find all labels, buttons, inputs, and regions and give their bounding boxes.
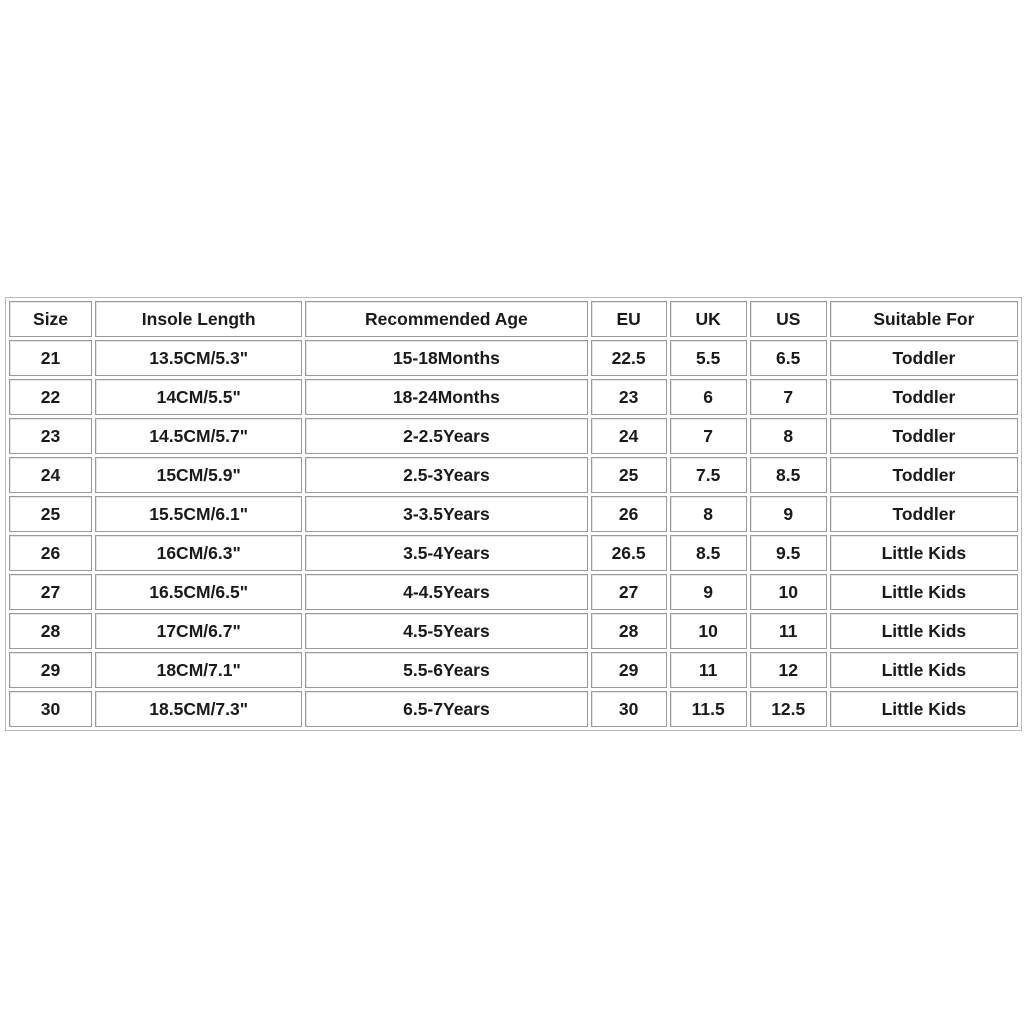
table-row bbox=[9, 613, 1018, 649]
cell-us: 10 bbox=[750, 574, 827, 610]
cell-us: 8 bbox=[750, 418, 827, 454]
cell-recommended-age: 3-3.5Years bbox=[305, 496, 587, 532]
cell-recommended-age: 15-18Months bbox=[305, 340, 587, 376]
cell-eu: 25 bbox=[591, 457, 667, 493]
table-row bbox=[9, 379, 1018, 415]
cell-insole-length: 13.5CM/5.3" bbox=[95, 340, 302, 376]
cell-insole-length: 16.5CM/6.5" bbox=[95, 574, 302, 610]
cell-suitable-for: Little Kids bbox=[830, 535, 1018, 571]
header-size: Size bbox=[9, 301, 92, 337]
cell-insole-length: 15.5CM/6.1" bbox=[95, 496, 302, 532]
cell-eu: 23 bbox=[591, 379, 667, 415]
cell-insole-length: 18CM/7.1" bbox=[95, 652, 302, 688]
cell-uk: 8.5 bbox=[670, 535, 747, 571]
header-uk: UK bbox=[670, 301, 747, 337]
cell-suitable-for: Little Kids bbox=[830, 652, 1018, 688]
table-row bbox=[9, 340, 1018, 376]
cell-recommended-age: 2.5-3Years bbox=[305, 457, 587, 493]
cell-size: 23 bbox=[9, 418, 92, 454]
header-eu: EU bbox=[591, 301, 667, 337]
cell-size: 29 bbox=[9, 652, 92, 688]
cell-suitable-for: Little Kids bbox=[830, 613, 1018, 649]
header-insole-length: Insole Length bbox=[95, 301, 302, 337]
table-row bbox=[9, 574, 1018, 610]
cell-size: 26 bbox=[9, 535, 92, 571]
cell-suitable-for: Little Kids bbox=[830, 691, 1018, 727]
table-row bbox=[9, 418, 1018, 454]
header-suitable-for: Suitable For bbox=[830, 301, 1018, 337]
cell-size: 24 bbox=[9, 457, 92, 493]
table-row bbox=[9, 652, 1018, 688]
cell-uk: 5.5 bbox=[670, 340, 747, 376]
cell-size: 21 bbox=[9, 340, 92, 376]
table-row bbox=[9, 496, 1018, 532]
cell-insole-length: 16CM/6.3" bbox=[95, 535, 302, 571]
cell-eu: 24 bbox=[591, 418, 667, 454]
cell-eu: 26.5 bbox=[591, 535, 667, 571]
cell-us: 12 bbox=[750, 652, 827, 688]
cell-suitable-for: Little Kids bbox=[830, 574, 1018, 610]
cell-recommended-age: 5.5-6Years bbox=[305, 652, 587, 688]
cell-uk: 11 bbox=[670, 652, 747, 688]
cell-suitable-for: Toddler bbox=[830, 496, 1018, 532]
cell-size: 30 bbox=[9, 691, 92, 727]
cell-uk: 6 bbox=[670, 379, 747, 415]
cell-eu: 26 bbox=[591, 496, 667, 532]
cell-size: 22 bbox=[9, 379, 92, 415]
cell-insole-length: 14.5CM/5.7" bbox=[95, 418, 302, 454]
cell-us: 9 bbox=[750, 496, 827, 532]
cell-eu: 22.5 bbox=[591, 340, 667, 376]
size-chart-table bbox=[5, 297, 1022, 731]
cell-uk: 7 bbox=[670, 418, 747, 454]
cell-suitable-for: Toddler bbox=[830, 418, 1018, 454]
cell-insole-length: 14CM/5.5" bbox=[95, 379, 302, 415]
header-row bbox=[9, 301, 1018, 337]
cell-size: 28 bbox=[9, 613, 92, 649]
cell-insole-length: 17CM/6.7" bbox=[95, 613, 302, 649]
cell-recommended-age: 6.5-7Years bbox=[305, 691, 587, 727]
cell-insole-length: 15CM/5.9" bbox=[95, 457, 302, 493]
cell-suitable-for: Toddler bbox=[830, 457, 1018, 493]
cell-uk: 7.5 bbox=[670, 457, 747, 493]
header-us: US bbox=[750, 301, 827, 337]
cell-uk: 8 bbox=[670, 496, 747, 532]
cell-suitable-for: Toddler bbox=[830, 340, 1018, 376]
cell-eu: 28 bbox=[591, 613, 667, 649]
cell-us: 7 bbox=[750, 379, 827, 415]
cell-size: 27 bbox=[9, 574, 92, 610]
cell-insole-length: 18.5CM/7.3" bbox=[95, 691, 302, 727]
cell-recommended-age: 3.5-4Years bbox=[305, 535, 587, 571]
cell-eu: 29 bbox=[591, 652, 667, 688]
cell-uk: 9 bbox=[670, 574, 747, 610]
cell-recommended-age: 4.5-5Years bbox=[305, 613, 587, 649]
cell-us: 12.5 bbox=[750, 691, 827, 727]
table-row bbox=[9, 535, 1018, 571]
header-recommended-age: Recommended Age bbox=[305, 301, 587, 337]
cell-size: 25 bbox=[9, 496, 92, 532]
cell-us: 9.5 bbox=[750, 535, 827, 571]
cell-recommended-age: 2-2.5Years bbox=[305, 418, 587, 454]
table-row bbox=[9, 457, 1018, 493]
cell-us: 6.5 bbox=[750, 340, 827, 376]
cell-suitable-for: Toddler bbox=[830, 379, 1018, 415]
cell-eu: 30 bbox=[591, 691, 667, 727]
cell-uk: 10 bbox=[670, 613, 747, 649]
cell-recommended-age: 18-24Months bbox=[305, 379, 587, 415]
cell-us: 8.5 bbox=[750, 457, 827, 493]
cell-recommended-age: 4-4.5Years bbox=[305, 574, 587, 610]
cell-uk: 11.5 bbox=[670, 691, 747, 727]
cell-eu: 27 bbox=[591, 574, 667, 610]
table-row bbox=[9, 691, 1018, 727]
cell-us: 11 bbox=[750, 613, 827, 649]
